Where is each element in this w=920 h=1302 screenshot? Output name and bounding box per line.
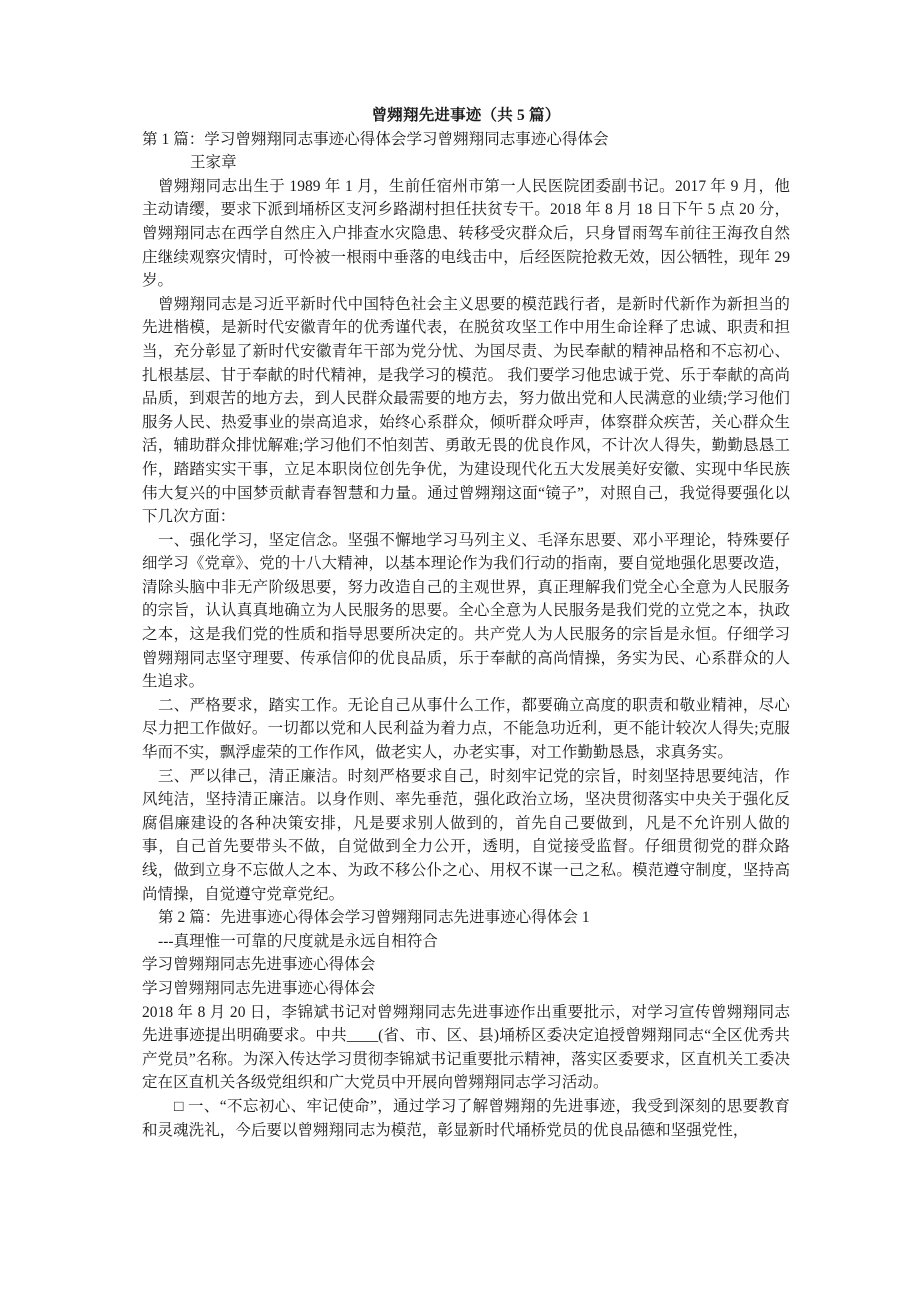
page-title: 曾翙翔先进事迹（共 5 篇） — [371, 107, 561, 124]
section-1-paragraph-2: 曾翙翔同志是习近平新时代中国特色社会主义思要的模范践行者，是新时代新作为新担当的先进楷模，是新时代安徽青年的优秀谨代表，在脱贫攻坚工作中用生命诠释了忠诚、职责和担当，充分彰显了新时代安徽青年干部为党分忧、为国尽责、为民奉献的精神品格和不忘初心、扎根基层、甘于奉献的时代精神，是我学习的模范。 我们要学习他忠诚于党、乐于奉献的高尚品质，到艰苦的地方去，到人民群众最需要的地方去，努力做出党和人民满意的业绩;学习他们服务人民、热爱事业的崇高追求，始终心系群众，倾听群众呼声，体察群众疾苦，关心群众生活，辅助群众排忧解难;学习他们不怕刻苦、勇敢无畏的优良作风，不计次人得失，勤勤恳恳工作，踏踏实实干事，立足本职岗位创先争优，为建设现代化五大发展美好安徽、实现中华民族伟大复兴的中国梦贡献青春智慧和力量。通过曾翙翔这面“镜子”，对照自己，我觉得要强化以下几次方面： — [142, 295, 790, 526]
section-1-paragraph-1: 曾翙翔同志出生于 1989 年 1 月，生前任宿州市第一人民医院团委副书记。2017 年 9 月，他主动请缨，要求下派到埇桥区支河乡路湖村担任扶贫专干。2018 年 8 月 18 日下午 5 点 20 分，曾翙翔同志在西学自然庄入户排查水灾隐患、转移受灾群众后，只身冒雨驾车前往王海孜自然庄继续观察灾情时，可怜被一根雨中垂落的电线击中，后经医院抢救无效，因公牺牲，现年 29 岁。 — [142, 177, 790, 290]
section-2-paragraph-2: □ 一、“不忘初心、牢记使命”，通过学习了解曾翙翔的先进事迹，我受到深刻的思要教育和灵魂洗礼，今后要以曾翙翔同志为模范，彰显新时代埇桥党员的优良品德和坚强党性， — [142, 1097, 790, 1139]
section-1-author: 王家章 — [190, 154, 237, 172]
section-2-heading: 第 2 篇：先进事迹心得体会学习曾翙翔同志先进事迹心得体会 1 — [158, 909, 590, 927]
section-1-paragraph-4: 二、严格要求，踏实工作。无论自己从事什么工作，都要确立高度的职责和敬业精神，尽心尽力把工作做好。一切都以党和人民利益为着力点，不能急功近利，更不能计较次人得失;克服华而不实，飘浮虚荣的工作作风，做老实人，办老实事，对工作勤勤恳恳，求真务实。 — [142, 696, 790, 762]
section-2-repeat-line-2: 学习曾翙翔同志先进事迹心得体会 — [142, 979, 376, 997]
section-1-heading: 第 1 篇：学习曾翙翔同志事迹心得体会学习曾翙翔同志事迹心得体会 — [142, 130, 609, 148]
section-1-paragraph-3: 一、强化学习，坚定信念。坚强不懈地学习马列主义、毛泽东思要、邓小平理论，特殊要仔细学习《党章》、党的十八大精神，以基本理论作为我们行动的指南，要自觉地强化思要改造，清除头脑中非无产阶级思要，努力改造自己的主观世界，真正理解我们党全心全意为人民服务的宗旨，认认真真地确立为人民服务的思要。全心全意为人民服务是我们党的立党之本，执政之本，这是我们党的性质和指导思要所决定的。共产党人为人民服务的宗旨是永恒。仔细学习曾翙翔同志坚守理要、传承信仰的优良品质，乐于奉献的高尚情操，务实为民、心系群众的人生追求。 — [142, 531, 790, 691]
section-2-subtitle: ---真理惟一可靠的尺度就是永远自相符合 — [158, 932, 438, 950]
section-1-paragraph-5: 三、严以律己，清正廉洁。时刻严格要求自己，时刻牢记党的宗旨，时刻坚持思要纯洁，作风纯洁，坚持清正廉洁。以身作则、率先垂范，强化政治立场，坚决贯彻落实中央关于强化反腐倡廉建设的各种决策安排，凡是要求别人做到的，首先自己要做到，凡是不允许别人做的事，自己首先要带头不做，自觉做到全力公开，透明，自觉接受监督。仔细贯彻党的群众路线，做到立身不忘做人之本、为政不移公仆之心、用权不谋一己之私。模范遵守制度，坚持高尚情操，自觉遵守党章党纪。 — [142, 767, 790, 903]
section-2-repeat-line-1: 学习曾翙翔同志先进事迹心得体会 — [142, 956, 376, 974]
section-2-paragraph-1: 2018 年 8 月 20 日，李锦斌书记对曾翙翔同志先进事迹作出重要批示，对学习宣传曾翙翔同志先进事迹提出明确要求。中共____(省、市、区、县)埇桥区委决定追授曾翙翔同志“全区优秀共产党员”名称。为深入传达学习贯彻李锦斌书记重要批示精神，落实区委要求，区直机关工委决定在区直机关各级党组织和广大党员中开展向曾翙翔同志学习活动。 — [142, 1003, 790, 1092]
